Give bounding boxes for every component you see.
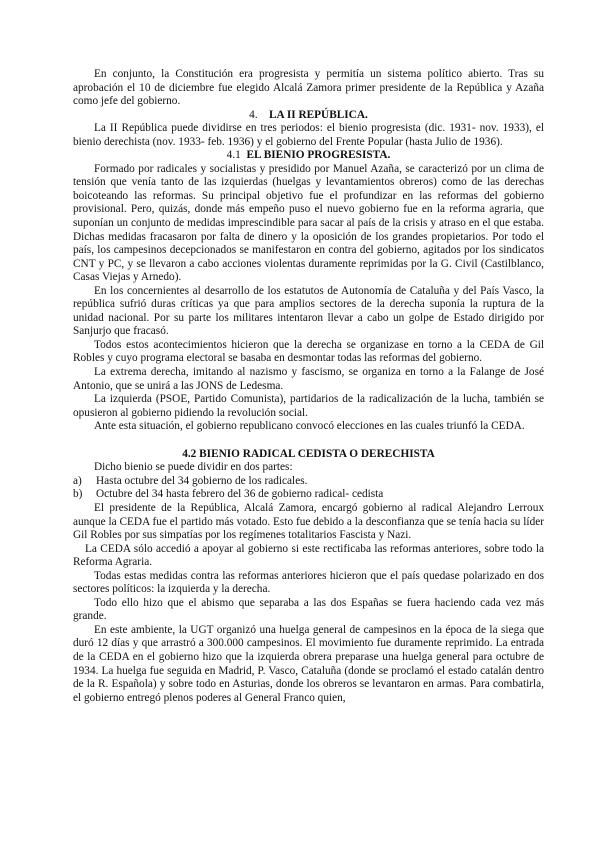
paragraph-ante-situacion: Ante esta situación, el gobierno republicano convocó elecciones en las cuales triunfó la CEDA.: [94, 420, 525, 433]
paragraph-estatutos: En los concernientes al desarrollo de los estatutos de Autonomía de Cataluña y del País Vasco, la república sufrió duras críticas ya que para amplios sectores de la derecha suponía la ruptura de la unidad nacional. Por su parte los militares intentaron llevar a cabo un golpe de Estado dirigido por Sanjurjo que fracasó.: [73, 284, 544, 338]
spacer: [73, 434, 544, 448]
paragraph-extrema-derecha: La extrema derecha, imitando al nazismo y fascismo, se organiza en torno a la Falange de José Antonio, que se unirá a las JONS de Ledesma.: [73, 366, 544, 392]
heading-title: LA II REPÚBLICA.: [268, 108, 368, 121]
heading-title: EL BIENIO PROGRESISTA.: [246, 149, 391, 162]
list-item-text: Octubre del 34 hasta febrero del 36 de gobierno radical- cedista: [96, 488, 384, 501]
list-marker: b): [73, 488, 83, 501]
heading-number: 4.1: [226, 149, 241, 162]
paragraph-ceda: Todos estos acontecimientos hicieron que la derecha se organizase en torno a la CEDA de Gil Robles y cuyo programa electoral se basaba en desmontar todas las reformas del gobierno.: [73, 338, 544, 365]
paragraph-izquierda: La izquierda (PSOE, Partido Comunista), partidarios de la radicalización de la lucha, también se opusieron al gobierno pidiendo la revolución social.: [73, 393, 544, 419]
paragraph-apoyar: La CEDA sólo accedió a apoyar al gobierno si este rectificaba las reformas anteriores, sobre todo la Reforma Agraria.: [73, 542, 544, 569]
document-body: [73, 68, 544, 705]
list-item: [73, 475, 544, 489]
list-item-text: Hasta octubre del 34 gobierno de los radicales.: [96, 474, 308, 487]
list-item: [73, 488, 544, 502]
list-marker: a): [73, 474, 82, 487]
paragraph-medidas: Todas estas medidas contra las reformas anteriores hicieron que el país quedase polarizado en dos sectores políticos: la izquierda y la derecha.: [73, 569, 544, 596]
paragraph-dicho-bienio: Dicho bienio se puede dividir en dos partes:: [94, 461, 293, 474]
paragraph-periods: La II República puede dividirse en tres periodos: el bienio progresista (dic. 1931- nov. 1933), el bienio derechista (nov. 1933- feb. 1936) y el gobierno del Frente Popular (hasta Julio de 1936).: [73, 122, 544, 148]
paragraph-intro: En conjunto, la Constitución era progresista y permitía un sistema político abierto. Tras su aprobación el 10 de diciembre fue elegido Alcalá Zamora primer presidente de la República y Azaña como jefe del gobierno.: [73, 68, 544, 108]
paragraph-ugt: En este ambiente, la UGT organizó una huelga general de campesinos en la época de la siega que duró 12 días y que arrastró a 300.000 campesinos. El movimiento fue duramente reprimido. La entrada de la CEDA en el gobierno hizo que la izquierda obrera preparase una huelga general para octubre de 1934. La huelga fue seguida en Madrid, P. Vasco, Cataluña (donde se proclamó el estado catalán dentro de la R. Española) y sobre todo en Asturias, donde los obreros se levantaron en armas. Para combatirla, el gobierno entregó plenos poderes al General Franco quien,: [73, 623, 544, 704]
heading-bienio-radical-cedista: 4.2 BIENIO RADICAL CEDISTA O DERECHISTA: [182, 447, 435, 460]
heading-number: 4.: [249, 108, 258, 121]
paragraph-presidente: El presidente de la República, Alcalá Zamora, encargó gobierno al radical Alejandro Lerroux aunque la CEDA fue el partido más votado. Esto fue debido a la desconfianza que se tenía hacia su líder Gil Robles por sus simpatías por los regímenes totalitarios Fascista y Nazi.: [73, 501, 544, 542]
heading-la-ii-republica: [73, 109, 544, 123]
paragraph-formado: Formado por radicales y socialistas y presidido por Manuel Azaña, se caracterizó por un clima de tensión que venía tanto de las izquierdas (huelgas y levantamientos obreros) como de las derechas boicoteando las reformas. Su principal objetivo fue el profundizar en las reformas del gobierno provisional. Pero, quizás, donde más empeño puso el nuevo gobierno fue en la reforma agraria, que suponían un conjunto de medidas imprescindible para sacar al país de la crisis y atraso en el que estaba. Dichas medidas fracasaron por falta de dinero y la oposición de los grandes propietarios. Por todo el país, los campesinos decepcionados se manifestaron en contra del gobierno, agitados por los sindicatos CNT y PC, y se llevaron a cabo acciones violentas duramente reprimidas por la G. Civil (Castilblanco, Casas Viejas y Arnedo).: [73, 162, 544, 284]
heading-bienio-progresista: [73, 149, 544, 163]
paragraph-abismo: Todo ello hizo que el abismo que separaba a las dos Españas se fuera haciendo cada vez más grande.: [73, 596, 544, 623]
